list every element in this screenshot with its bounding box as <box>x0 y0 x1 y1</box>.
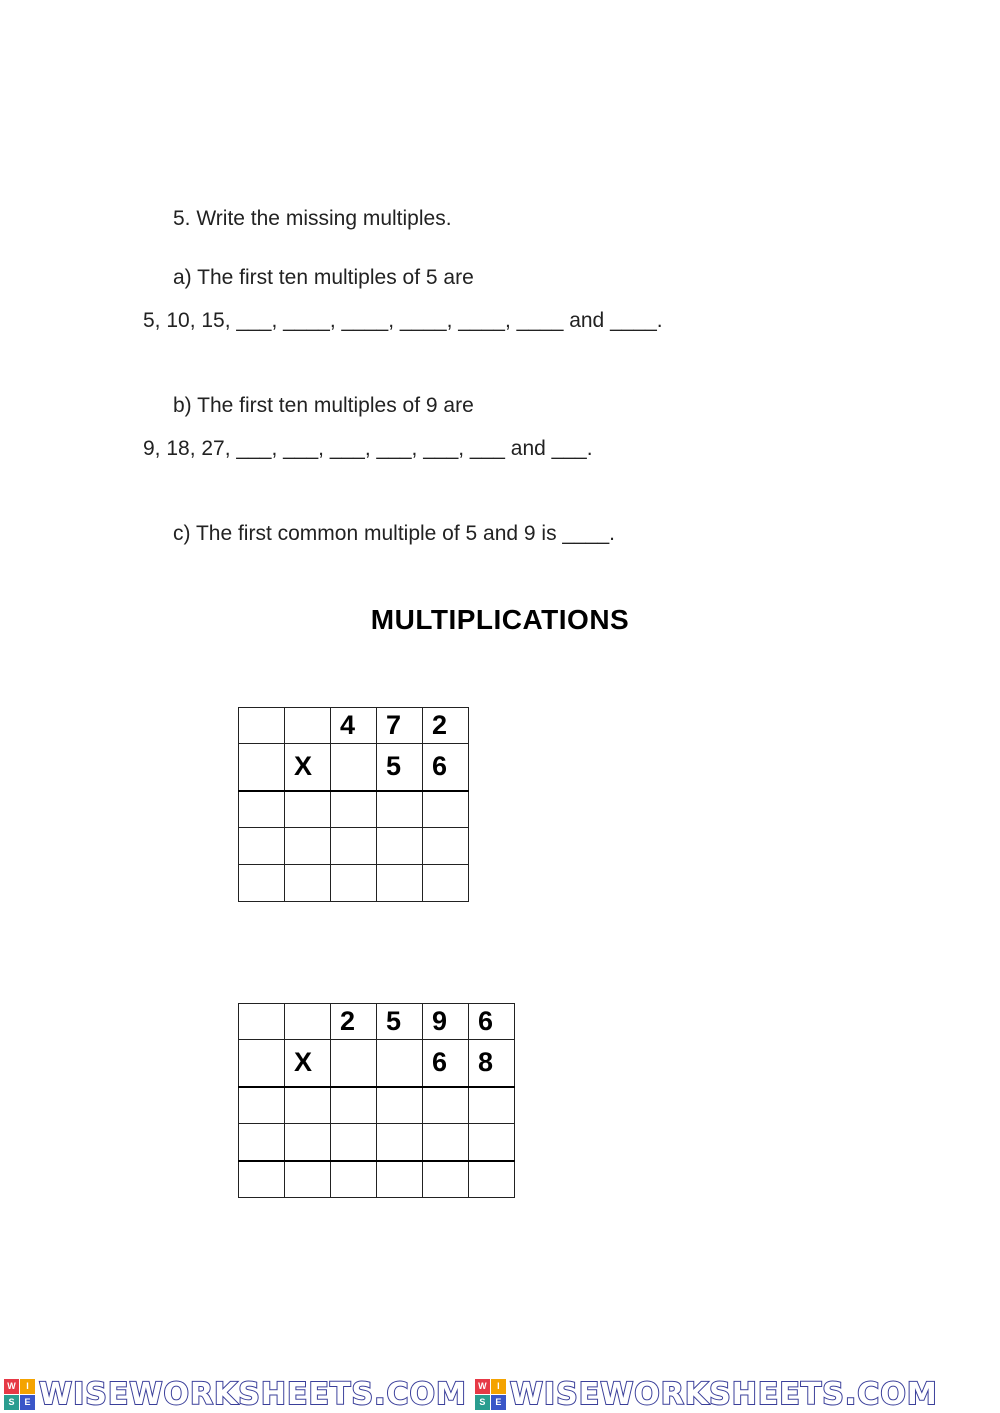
logo-icon <box>475 1379 506 1410</box>
brand-logo-1[interactable] <box>4 1378 467 1412</box>
grid-cell[interactable] <box>331 744 377 791</box>
grid-cell[interactable] <box>377 1040 423 1087</box>
brand-wordmark: WISEWORKSHEETS.COM <box>39 1376 467 1412</box>
multiplication-grid-2 <box>238 1003 515 1198</box>
logo-icon <box>4 1379 35 1410</box>
grid-cell[interactable]: 8 <box>469 1040 515 1087</box>
grid-cell[interactable] <box>239 744 285 791</box>
question-c-prompt: c) The first common multiple of 5 and 9 is ____. <box>173 522 615 545</box>
grid-cell[interactable] <box>423 1087 469 1124</box>
grid-cell[interactable] <box>377 1087 423 1124</box>
grid-cell[interactable]: 5 <box>377 1004 423 1040</box>
grid-cell[interactable] <box>239 865 285 902</box>
grid-cell[interactable] <box>239 1040 285 1087</box>
grid-cell[interactable] <box>285 791 331 828</box>
grid-cell[interactable] <box>285 1004 331 1040</box>
grid-cell[interactable] <box>469 1087 515 1124</box>
grid-cell[interactable] <box>423 1124 469 1161</box>
grid-cell[interactable] <box>239 1124 285 1161</box>
section-title: MULTIPLICATIONS <box>370 604 630 635</box>
grid-cell[interactable] <box>285 1124 331 1161</box>
logo-tile: W <box>475 1379 490 1394</box>
grid-cell[interactable] <box>331 1124 377 1161</box>
grid-cell[interactable] <box>331 828 377 865</box>
footer-watermark <box>0 1376 1000 1413</box>
grid-cell[interactable] <box>285 1087 331 1124</box>
grid-cell[interactable] <box>239 1161 285 1198</box>
grid-cell[interactable] <box>239 791 285 828</box>
grid-cell[interactable]: X <box>285 1040 331 1087</box>
logo-tile: W <box>4 1379 19 1394</box>
question-a-prompt: a) The first ten multiples of 5 are <box>173 266 474 289</box>
grid-cell[interactable] <box>331 1040 377 1087</box>
grid-cell[interactable] <box>285 865 331 902</box>
logo-tile: E <box>491 1395 506 1410</box>
grid-cell[interactable]: 6 <box>423 1040 469 1087</box>
grid-cell[interactable] <box>469 1161 515 1198</box>
grid-cell[interactable] <box>377 865 423 902</box>
grid-cell[interactable] <box>285 1161 331 1198</box>
question-a-answer: 5, 10, 15, ___, ____, ____, ____, ____, ____ and ____. <box>143 309 663 332</box>
grid-cell[interactable] <box>423 1161 469 1198</box>
grid-cell[interactable] <box>331 865 377 902</box>
question-b-prompt: b) The first ten multiples of 9 are <box>173 394 474 417</box>
question-b-answer: 9, 18, 27, ___, ___, ___, ___, ___, ___ and ___. <box>143 437 593 460</box>
logo-tile: I <box>20 1379 35 1394</box>
grid-cell[interactable]: 9 <box>423 1004 469 1040</box>
grid-cell[interactable] <box>377 828 423 865</box>
grid-cell[interactable] <box>285 828 331 865</box>
grid-cell[interactable]: 4 <box>331 708 377 744</box>
grid-cell[interactable] <box>285 708 331 744</box>
grid-cell[interactable]: 2 <box>423 708 469 744</box>
grid-cell[interactable] <box>377 1124 423 1161</box>
grid-cell[interactable] <box>423 865 469 902</box>
grid-cell[interactable]: 6 <box>469 1004 515 1040</box>
grid-cell[interactable]: 5 <box>377 744 423 791</box>
grid-cell[interactable] <box>239 1004 285 1040</box>
logo-tile: S <box>4 1395 19 1410</box>
brand-wordmark: WISEWORKSHEETS.COM <box>509 1376 938 1412</box>
grid-cell[interactable] <box>331 1161 377 1198</box>
grid-cell[interactable]: 2 <box>331 1004 377 1040</box>
question-heading: 5. Write the missing multiples. <box>173 207 452 230</box>
grid-cell[interactable] <box>331 1087 377 1124</box>
grid-cell[interactable]: X <box>285 744 331 791</box>
logo-tile: I <box>491 1379 506 1394</box>
grid-cell[interactable] <box>239 828 285 865</box>
brand-logo-2[interactable] <box>475 1378 938 1412</box>
grid-cell[interactable] <box>423 791 469 828</box>
grid-cell[interactable] <box>423 828 469 865</box>
multiplication-grid-1 <box>238 707 469 902</box>
grid-cell[interactable] <box>331 791 377 828</box>
grid-cell[interactable] <box>239 1087 285 1124</box>
grid-cell[interactable] <box>469 1124 515 1161</box>
grid-cell[interactable]: 7 <box>377 708 423 744</box>
grid-cell[interactable] <box>239 708 285 744</box>
logo-tile: S <box>475 1395 490 1410</box>
grid-cell[interactable] <box>377 791 423 828</box>
grid-cell[interactable] <box>377 1161 423 1198</box>
grid-cell[interactable]: 6 <box>423 744 469 791</box>
logo-tile: E <box>20 1395 35 1410</box>
